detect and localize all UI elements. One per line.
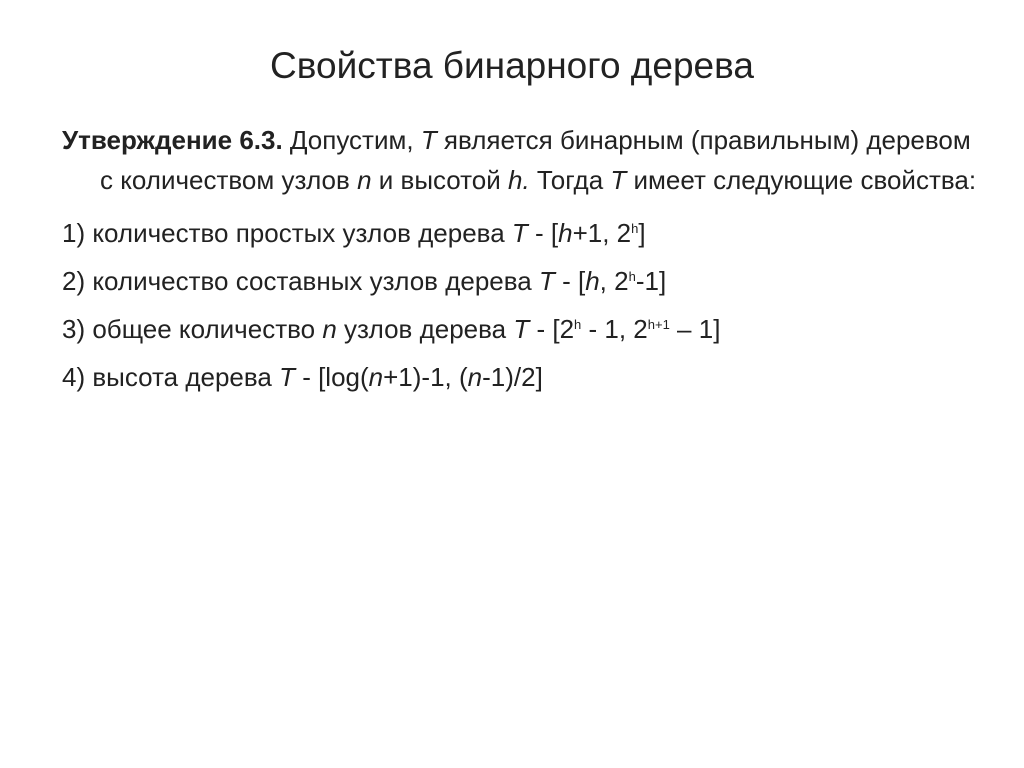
- variable-n: n: [467, 362, 483, 392]
- variable-h: h.: [508, 165, 530, 195]
- item-text: , 2: [599, 266, 629, 296]
- superscript: h: [628, 269, 636, 284]
- property-item-2: [62, 266, 982, 296]
- statement-text: имеет следующие свойства:: [626, 165, 977, 195]
- item-text: - [log(: [294, 362, 369, 392]
- property-item-1: [62, 218, 982, 248]
- property-item-3: [62, 314, 982, 344]
- item-text: - 1, 2: [581, 314, 648, 344]
- slide-title: Свойства бинарного дерева: [270, 45, 754, 86]
- variable-T: T: [420, 125, 437, 155]
- variable-n: n: [322, 314, 337, 344]
- statement-label: Утверждение 6.3.: [62, 125, 283, 155]
- variable-T: T: [610, 165, 627, 195]
- item-text: 2) количество составных узлов дерева: [62, 266, 539, 296]
- item-text: -1)/2]: [482, 362, 543, 392]
- statement-text: является бинарным (правильным) деревом с количеством узлов: [100, 125, 971, 195]
- variable-T: T: [511, 218, 528, 248]
- item-text: 1) количество простых узлов дерева: [62, 218, 512, 248]
- statement-text: Допустим,: [282, 125, 421, 155]
- property-item-4: [62, 362, 982, 392]
- item-text: 4) высота дерева: [62, 362, 280, 392]
- item-text: -1]: [635, 266, 667, 296]
- superscript: h+1: [647, 317, 670, 332]
- statement-text: Тогда: [529, 165, 611, 195]
- item-text: +1, 2: [572, 218, 632, 248]
- item-text: ]: [638, 218, 646, 248]
- superscript: h: [631, 221, 639, 236]
- item-text: - [: [554, 266, 586, 296]
- variable-T: T: [279, 362, 295, 392]
- slide-content: [62, 120, 982, 392]
- variable-h: h: [558, 218, 573, 248]
- item-text: узлов дерева: [336, 314, 514, 344]
- variable-h: h: [585, 266, 600, 296]
- statement-text: и высотой: [371, 165, 509, 195]
- variable-T: T: [538, 266, 555, 296]
- variable-n: n: [368, 362, 384, 392]
- variable-n: n: [357, 165, 372, 195]
- statement-paragraph: [62, 120, 982, 200]
- superscript: h: [574, 317, 582, 332]
- item-text: - [: [527, 218, 559, 248]
- item-text: 3) общее количество: [62, 314, 323, 344]
- item-text: - [2: [529, 314, 575, 344]
- item-text: – 1]: [669, 314, 721, 344]
- variable-T: T: [513, 314, 530, 344]
- item-text: +1)-1, (: [383, 362, 468, 392]
